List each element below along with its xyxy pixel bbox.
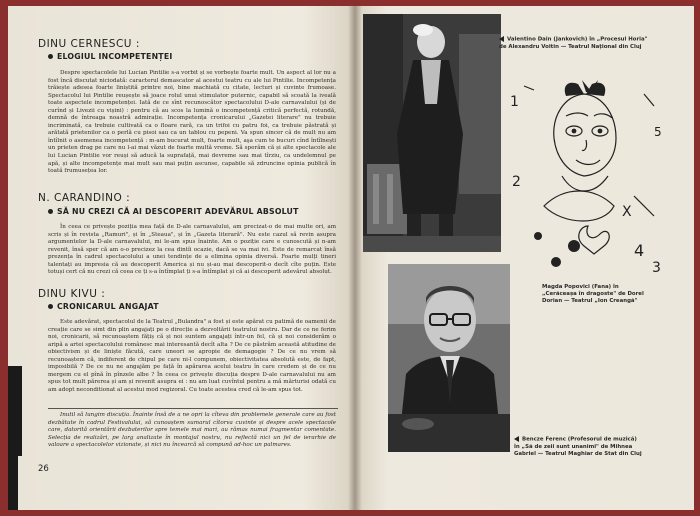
photo-caption: Magda Popovici (Fana) în „Cerăceașa în dragoste" de Dorel Dorian — Teatrul „Ion Creangă" <box>542 284 644 304</box>
magazine-spread <box>8 6 694 510</box>
production-photo <box>363 14 501 252</box>
sketch-number: X <box>622 204 632 220</box>
sketch-number: 4 <box>634 241 645 260</box>
sketch-number: 1 <box>510 94 519 110</box>
sketch-number: 3 <box>652 260 661 276</box>
sketch-number: 5 <box>654 125 662 139</box>
right-page <box>354 6 694 510</box>
article-body: În ceea ce privește poziția mea față de D-ale carnavalului, am precizat-o de mai multe ori, am scris și în revista „Ramuri", și în „Steaua", și în „Gazeta literară". Nu este cazul să revin asupra argumentelor la D-ale carnavalului, mi le-am spus înainte. Am o poziție care e cunoscută și n-am revenit, însă sper că am o-o precizez la cea dintîi ocazie, dacă se va mai ivi. Este de remarcat însă prezența în cadrul spectacolului a unei tendințe de a elimina opinia diversă. Foarte mulți tineri talentați au impresia că au descoperit America și nu și-au mai descoperit-o decît cîte puțin. Este totuși cert că nu crezi că ceea ce ți s-a întîmplat ți s-a întîmplat și că ai descoperit adevărul absolut. <box>48 224 336 276</box>
page-number: 26 <box>38 464 49 474</box>
actor-figure-illustration <box>363 14 501 252</box>
page-gutter <box>348 6 362 510</box>
sketch-number: 2 <box>512 174 521 190</box>
divider <box>48 408 338 409</box>
author-name: DINU KIVU : <box>38 288 106 300</box>
bullet-icon <box>48 54 53 59</box>
author-name: N. CARANDINO : <box>38 192 131 204</box>
author-name: DINU CERNESCU : <box>38 38 140 50</box>
arrow-left-icon <box>499 36 504 42</box>
binder-clip <box>8 436 18 510</box>
article-body: Despre spectacolele lui Lucian Pintilie s-a vorbit și se vorbește foarte mult. Un aspect al lor nu a fost încă discutat niciodată: caracterul demascator al acestui teatru cu ale lui Pintilie. Incompetența trăiește adesea foarte liniștită printre noi, bine machiată cu citate, lecturi și cuvinte frumoase. Spectacolul lui Pintilie reușește să joace rolul unui stimulator puternic, capabil să scoată la iveală toate aspectele incompetenței. Iată de ce sînt recunoscător spectacolului D-ale carnavalului (și de curînd și Livezii cu vișini) : pentru că au scos la lumină o incompetență critică perfectă, rotundă, demnă de întreaga noastră admirație. Incompetența cronicarului „Gazetei literare" nu trebuie incriminată, ca trebuie cultivată ca o floare rară, ca un trifoi cu patru foi, ca trebuie păstrată și arătată prietenilor ca o perlă cu pisoi sau ca un tablou cu pepeni. Va spun sincer că de mult nu am întîlnit o asemenea incompetență : m-am bucurat mult, foarte mult, aşa cum te bucuri cînd întîlnești un prieten drag pe care nu l-ai mai văzut de foarte multă vreme. Să sperăm că și alte spectacole ale lui Lucian Pintilie vor reuși să aducă la suprafață, mai devreme sau mai tîrziu, ca undelemnul pe apă, și alte incompetențe mai mult sau mai puțin ascunse, capabile să zdruncine opinia publică în toată frumusețea lor. <box>48 70 336 175</box>
arrow-left-icon <box>514 436 519 442</box>
photo-caption: Valentino Dain (Jankovich) în „Procesul Horia" de Alexandru Voitin — Teatrul Național din Cluj <box>499 36 648 50</box>
portrait-illustration <box>388 264 510 452</box>
section-title: SĂ NU CREZI CĂ AI DESCOPERIT ADEVĂRUL ABSOLUT <box>48 207 299 216</box>
photo-caption: Bencze Ferenc (Profesorul de muzică) în „Să de zeii sunt unanimi" de Mihnea Gabriel — Teatrul Maghiar de Stat din Cluj <box>514 436 642 457</box>
bullet-icon <box>48 304 53 309</box>
article-body: Este adevărat, spectacolul de la Teatrul „Bulandra" a fost și este apărat cu patimă de oamenii de creație care se simt din plin angajați pe o direcție a dezvoltării teatrului nostru. Dar de ce ne ferim noi, cronicarii, să recunoaștem fățiș că și noi suntem angajați într-un fel, că și noi considerăm o aripă a artei spectacolului românesc mai interesantă decît alta ? De ce păstrăm această atitudine de obiectivism și de liniște făcută, care uneori se apropie de demagogie ? De ce nu vrem să recunoaștem că, indiferent de chipul pe care ni-l compunem, obiectivitatea absolută este, de fapt, imposibilă ? De ce nu ne angajăm pe față în apărarea acelui teatru în care credem și de ce nu mergem cu el pînă în pînzele albe ? În ceea ce privește discuția despre D-ale carnavalului nu am spus tot mult părerea și am și revenit asupra ei : nu am luat cuvîntul pentru a mă mărturisi odată cu am adopt neconditionat al acestui mod regizoral. Cu toate acestea cred că le-am spus tot. <box>48 319 336 393</box>
section-title: CRONICARUL ANGAJAT <box>48 302 159 311</box>
section-title: ELOGIUL INCOMPETENȚEI <box>48 52 172 61</box>
closing-note: Inutil să lungim discuția. Înainte însă de a ne opri la cîteva din problemele generale care au fost dezbătute în cadrul Festivalului, să cunoaștem sumarul cîtorva cuvinte și despre acele spectacole care, datorită orientării dezbaterilor spre temele mai mari, au rămas numai fragmentar comentate. Selecția de realizări, pe larg analizate în montajul nostru, nu reflectă nici un fel de ierarhie de valoare a spectacolelor vizionate, și nici nu încearcă să compună ad-hoc un palmares. <box>48 412 336 449</box>
caricature-sketch <box>504 76 684 276</box>
bullet-icon <box>48 209 53 214</box>
left-page <box>8 6 354 510</box>
portrait-photo <box>388 264 510 452</box>
